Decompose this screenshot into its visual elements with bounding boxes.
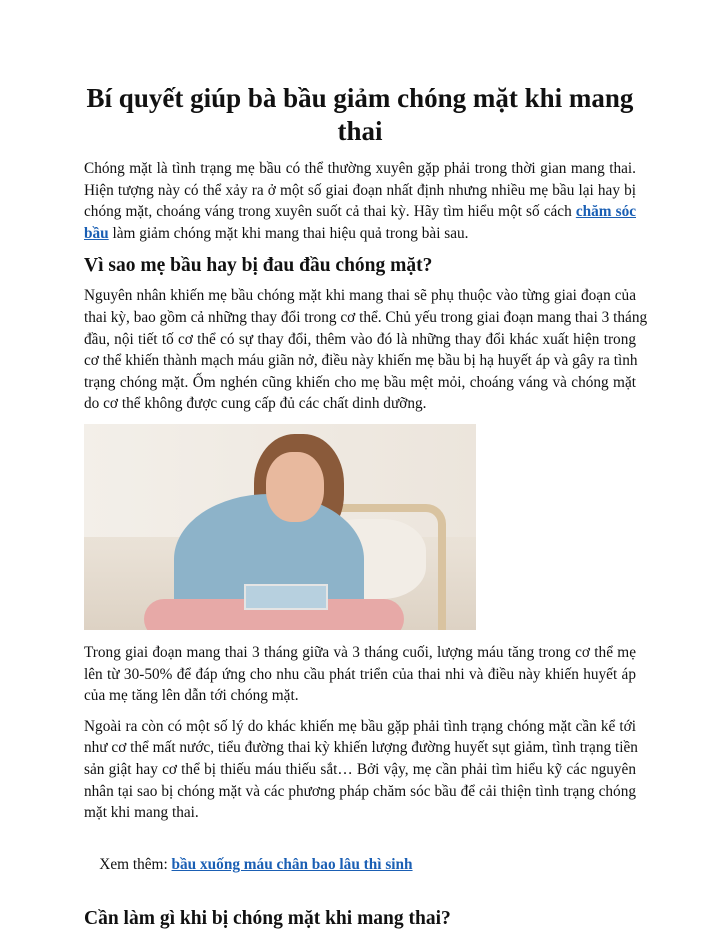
text-line: Chóng mặt là tình trạng mẹ bầu có thể thường xuyên gặp phải trong thời gian mang thai. (84, 160, 636, 177)
text-line (84, 201, 636, 223)
text-line: như cơ thể mất nước, tiểu đường thai kỳ khiến lượng đường huyết sụt giảm, tình trạng tiền (84, 739, 638, 757)
title-line: thai (337, 116, 383, 146)
cham-soc-bau-link[interactable]: chăm sóc (575, 203, 637, 221)
text-line: sản giật hay cơ thể bị thiếu máu thiếu sắt… Bởi vậy, mẹ cần phải tìm hiểu kỹ các nguyên (84, 760, 636, 778)
text-span: chóng mặt, choáng váng trong xuyên suốt cả thai kỳ. Hãy tìm hiểu một số cách (84, 203, 576, 221)
text-line: đầu, nội tiết tố cơ thể có sự thay đổi, thêm vào đó là những thay đổi khác xuất hiện trong (84, 330, 636, 348)
text-line: do cơ thể không được cung cấp đủ các chất dinh dưỡng. (84, 395, 427, 413)
paragraph (84, 642, 636, 707)
paragraph (84, 285, 648, 415)
section-heading: Vì sao mẹ bầu hay bị đau đầu chóng mặt? (84, 255, 433, 277)
text-line: Trong giai đoạn mang thai 3 tháng giữa và 3 tháng cuối, lượng máu tăng trong cơ thể mẹ (84, 643, 636, 661)
text-line: nhân tại sao bị chóng mặt và các phương pháp chăm sóc bầu để cải thiện tình trạng chóng (84, 782, 636, 800)
text-line: Ngoài ra còn có một số lý do khác khiến mẹ bầu gặp phải tình trạng chóng mặt cần kể tới (84, 717, 636, 735)
see-more-link[interactable]: bầu xuống máu chân bao lâu thì sinh (171, 856, 413, 874)
text-line: cơ thể khiến thành mạch máu giãn nở, điều này khiến mẹ bầu bị hạ huyết áp và gây ra tình (84, 352, 638, 370)
text-line (84, 223, 636, 245)
intro-paragraph (84, 158, 636, 244)
page-title (84, 82, 636, 148)
cham-soc-bau-link-cont[interactable]: bầu (84, 224, 109, 242)
text-line: lên từ 30-50% để đáp ứng cho nhu cầu phát triển của thai nhi và điều này khiến huyết áp (84, 665, 636, 683)
text-line: Hiện tượng này có thể xảy ra ở một số giai đoạn nhất định nhưng nhiều mẹ bầu lại hay bị (84, 181, 636, 199)
text-line: trạng chóng mặt. Ốm nghén cũng khiến cho mẹ bầu mệt mỏi, choáng váng và chóng mặt (84, 373, 636, 391)
see-more-label: Xem thêm: (99, 856, 172, 874)
text-line: Nguyên nhân khiến mẹ bầu chóng mặt khi mang thai sẽ phụ thuộc vào từng giai đoạn của (84, 287, 636, 305)
pregnant-woman-dizzy-photo (84, 424, 476, 630)
document-page (84, 82, 648, 938)
section-heading: Cần làm gì khi bị chóng mặt khi mang thai? (84, 908, 451, 930)
paragraph (84, 716, 636, 824)
text-line: thai kỳ, bao gồm cả những thay đổi trong cơ thể. Chủ yếu trong giai đoạn mang thai 3 tháng (84, 308, 648, 326)
see-more (84, 833, 636, 898)
text-line: của mẹ tăng lên dẫn tới chóng mặt. (84, 687, 299, 705)
text-line: mặt khi mang thai. (84, 804, 199, 822)
title-line: Bí quyết giúp bà bầu giảm chóng mặt khi mang (86, 83, 634, 113)
text-span: làm giảm chóng mặt khi mang thai hiệu quả trong bài sau. (108, 224, 469, 242)
